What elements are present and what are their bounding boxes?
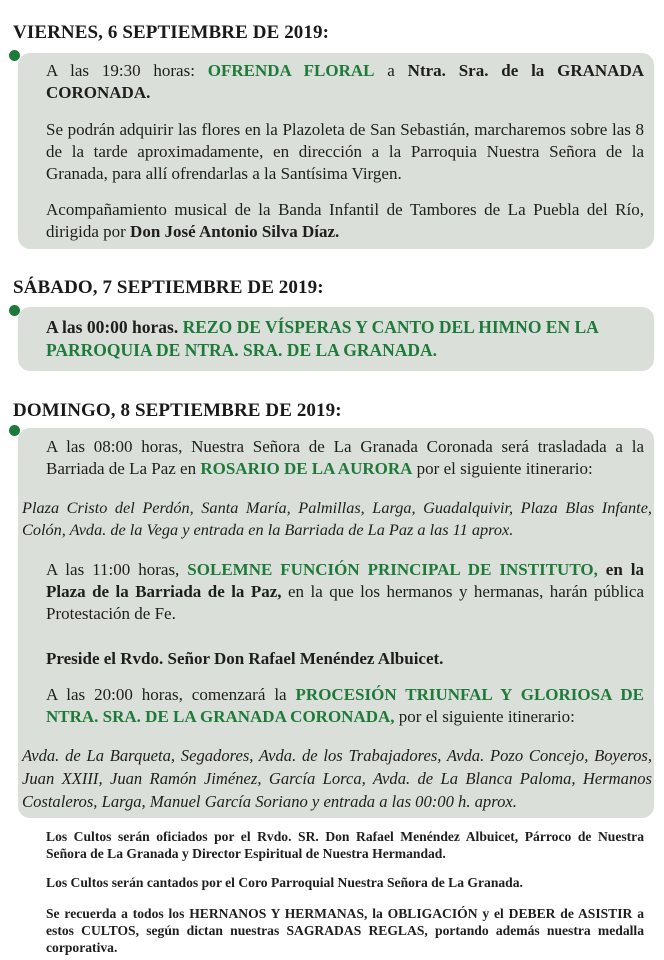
friday-heading: VIERNES, 6 SEPTIEMBRE DE 2019: (13, 22, 330, 43)
friday-offering-text (46, 60, 644, 104)
sunday-procession-time: A las 20:00 horas, comenzará la (46, 685, 296, 704)
friday-virgin-name: Ntra. Sra. de la GRANADA CORONADA. (46, 61, 644, 102)
sunday-route-1: Plaza Cristo del Perdón, Santa María, Palmillas, Larga, Guadalquivir, Plaza Blas Infante, Colón, Avda. de la Vega y entrada en la Barriada de La Paz a las 11 aprox. (22, 498, 652, 539)
sunday-rosary-text (46, 436, 644, 480)
sunday-function-title: SOLEMNE FUNCIÓN PRINCIPAL DE INSTITUTO, (187, 560, 598, 579)
friday-connector-text: a (374, 61, 408, 80)
saturday-time-text: A las 00:00 horas. (46, 317, 183, 337)
saturday-event-title: REZO DE VÍSPERAS Y CANTO DEL HIMNO EN LA PARROQUIA DE NTRA. SRA. DE LA GRANADA. (46, 317, 598, 360)
sunday-rosary-suffix: por el siguiente itinerario: (412, 459, 593, 478)
sunday-procession-suffix: por el siguiente itinerario: (394, 707, 575, 726)
sunday-procession-text (46, 684, 644, 728)
sunday-route-2: Avda. de La Barqueta, Segadores, Avda. de los Trabajadores, Avda. Pozo Concejo, Boyeros, Juan XXIII, Juan Ramón Jiménez, García Lorca, Avda. de La Blanca Paloma, Hermanos Costaleros, Larga, Manuel García Soriano y entrada a las 00:00 h. aprox. (22, 746, 652, 811)
friday-music-text (46, 199, 644, 243)
sunday-function-place: en la Plaza de la Barriada de la Paz, (46, 560, 644, 601)
friday-time-text: A las 19:30 horas: (46, 61, 208, 80)
sunday-procession-title: PROCESIÓN TRIUNFAL Y GLORIOSA DE NTRA. SRA. DE LA GRANADA CORONADA, (46, 685, 644, 726)
friday-music-desc: Acompañamiento musical de la Banda Infantil de Tambores de La Puebla del Río, dirigida por (46, 200, 644, 241)
saturday-vespers-text (46, 316, 644, 362)
friday-flowers-text: Se podrán adquirir las flores en la Plazoleta de San Sebastián, marcharemos sobre las 8 de la tarde aproximadamente, en dirección a la Parroquia Nuestra Señora de la Granada, para allí ofrendarlas a la Santísima Virgen. (46, 120, 644, 183)
sunday-presider-name: Preside el Rvdo. Señor Don Rafael Menéndez Albuicet. (46, 649, 444, 668)
sunday-function-desc: en la que los hermanos y hermanas, harán pública Protestación de Fe. (46, 582, 644, 623)
footer-note-choir: Los Cultos serán cantados por el Coro Parroquial Nuestra Señora de La Granada. (46, 875, 523, 890)
sunday-presider-text (46, 648, 644, 670)
sunday-rosary-desc: A las 08:00 horas, Nuestra Señora de La Granada Coronada será trasladada a la Barriada de La Paz en (46, 437, 644, 478)
saturday-heading: SÁBADO, 7 SEPTIEMBRE DE 2019: (13, 277, 324, 298)
sunday-heading: DOMINGO, 8 SEPTIEMBRE DE 2019: (13, 400, 342, 421)
sunday-function-time: A las 11:00 horas, (46, 560, 188, 579)
friday-event-title: OFRENDA FLORAL (207, 61, 375, 80)
sunday-function-text (46, 559, 644, 625)
friday-music-director: Don José Antonio Silva Díaz. (130, 222, 340, 241)
footer-note-obligation: Se recuerda a todos los HERNANOS Y HERMANAS, la OBLIGACIÓN y el DEBER de ASISTIR a estos CULTOS, según dictan nuestras SAGRADAS REGLAS, portando además nuestra medalla corporativa. (46, 906, 644, 955)
footer-note-officiant: Los Cultos serán oficiados por el Rvdo. SR. Don Rafael Menéndez Albuicet, Párroco de Nuestra Señora de La Granada y Director Espiritual de Nuestra Hermandad. (46, 829, 644, 861)
sunday-rosary-title: ROSARIO DE LA AURORA (200, 459, 413, 478)
